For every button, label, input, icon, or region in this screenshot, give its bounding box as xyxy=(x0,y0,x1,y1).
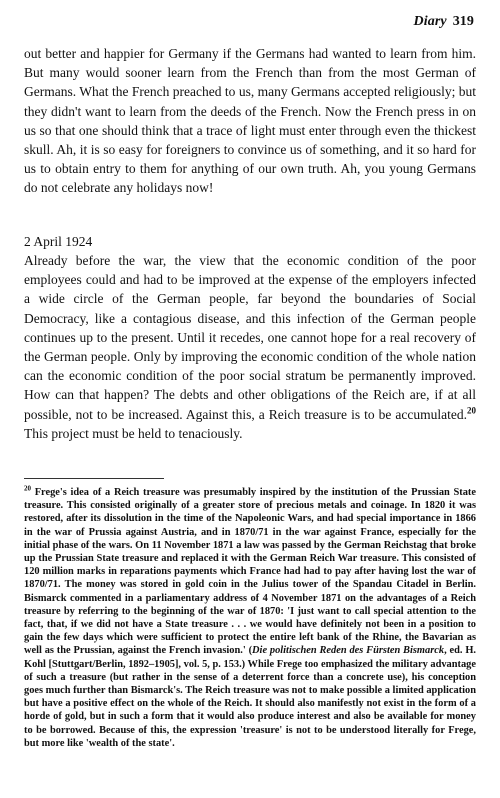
entry-paragraph-tail: This project must be held to tenaciously. xyxy=(24,425,243,441)
running-head xyxy=(414,14,474,30)
footnote-20 xyxy=(24,486,476,750)
footnote-text-part1: Frege's idea of a Reich treasure was presumably inspired by the institution of the Prussian State treasure. This consisted originally of a greater store of precious metals and coinage. In 1820 it was restored, after its dissolution in the time of the Napoleonic Wars, and had special importance in 1866 in the war of Prussia against Austria, and in 1870/71 in the war against France, especially for the initial phase of the wars. On 11 November 1871 a law was passed by the German Reichstag that broke up the Prussian State treasure and replaced it with the German Reich War treasure. This consisted of 120 million marks in reparations payments which France had had to pay after having lost the war of 1870/71. The money was stored in gold coin in the Julius tower of the Spandau Citadel in Berlin. Bismarck commented in a parliamentary address of 4 November 1871 on the advantages of a Reich treasure by referring to the beginning of the war of 1870: 'I just want to call special attention to the fact, that, if we did not have a State treasure . . . we would have definitely not been in a position to gain the few days which were sufficient to protect the entire left bank of the Rhine, the Bavarian as well as the Prussian, against the French invasion.' ( xyxy=(24,487,476,657)
entry-paragraph-text: Already before the war, the view that the economic condition of the poor employees could and had to be improved at the expense of the employers infected a wide circle of the German people, far beyond the boundaries of Social Democracy, like a contagious disease, and this infection of the German people continues up to the present. Until it recedes, one cannot hope for a real recovery of the German people. Only by improving the economic condition of the whole nation can the economic condition of the poor social stratum be permanently improved. How can that happen? The debts and other obligations of the Reich are, if at all possible, not to be increased. Against this, a Reich treasure is to be accumulated. xyxy=(24,253,476,422)
page-number: 319 xyxy=(452,14,474,29)
footnote-reference[interactable]: 20 xyxy=(467,405,476,416)
running-head-title: Diary xyxy=(413,14,447,29)
footnote-marker: 20 xyxy=(24,484,31,493)
diary-entry-date: 2 April 1924 xyxy=(24,234,93,249)
footnote-divider xyxy=(24,478,164,479)
paragraph-continued: out better and happier for Germany if the Germans had wanted to learn from him. But many would sooner learn from the French than from the most German of Germans. What the French preached to us, many Germans accepted religiously; but they didn't want to learn from the deeds of the French. Now the French press in on us so that one should think that a trace of light must enter through even the thickest skull. Ah, it is so easy for foreigners to convince us of something, and it so hard for us to obtain entry to them for anything of our own truth. Ah, you young Germans do not celebrate any holidays now! xyxy=(24,46,476,196)
diary-entry-paragraph xyxy=(24,251,476,443)
footnote-text-part2: , ed. H. Kohl [Stuttgart/Berlin, 1892–1905], vol. 5, p. 153.) While Frege too emphasized the military advantage of such a treasure (but rather in the sense of a deterrent force than a concrete use), his conception goes much further than Bismarck's. The Reich treasure was not to make possible a limited application but have a positive effect on the whole of the Reich. It should also manifestly not exist in the form of a horde of gold, but in such a form that it would also produce interest and also be available for money to be borrowed. Because of this, the expression 'treasure' is not to be understood literally for Frege, but more like 'wealth of the state'. xyxy=(24,645,477,749)
footnote-cited-title: Die politischen Reden des Fürsten Bismarck xyxy=(252,645,445,657)
